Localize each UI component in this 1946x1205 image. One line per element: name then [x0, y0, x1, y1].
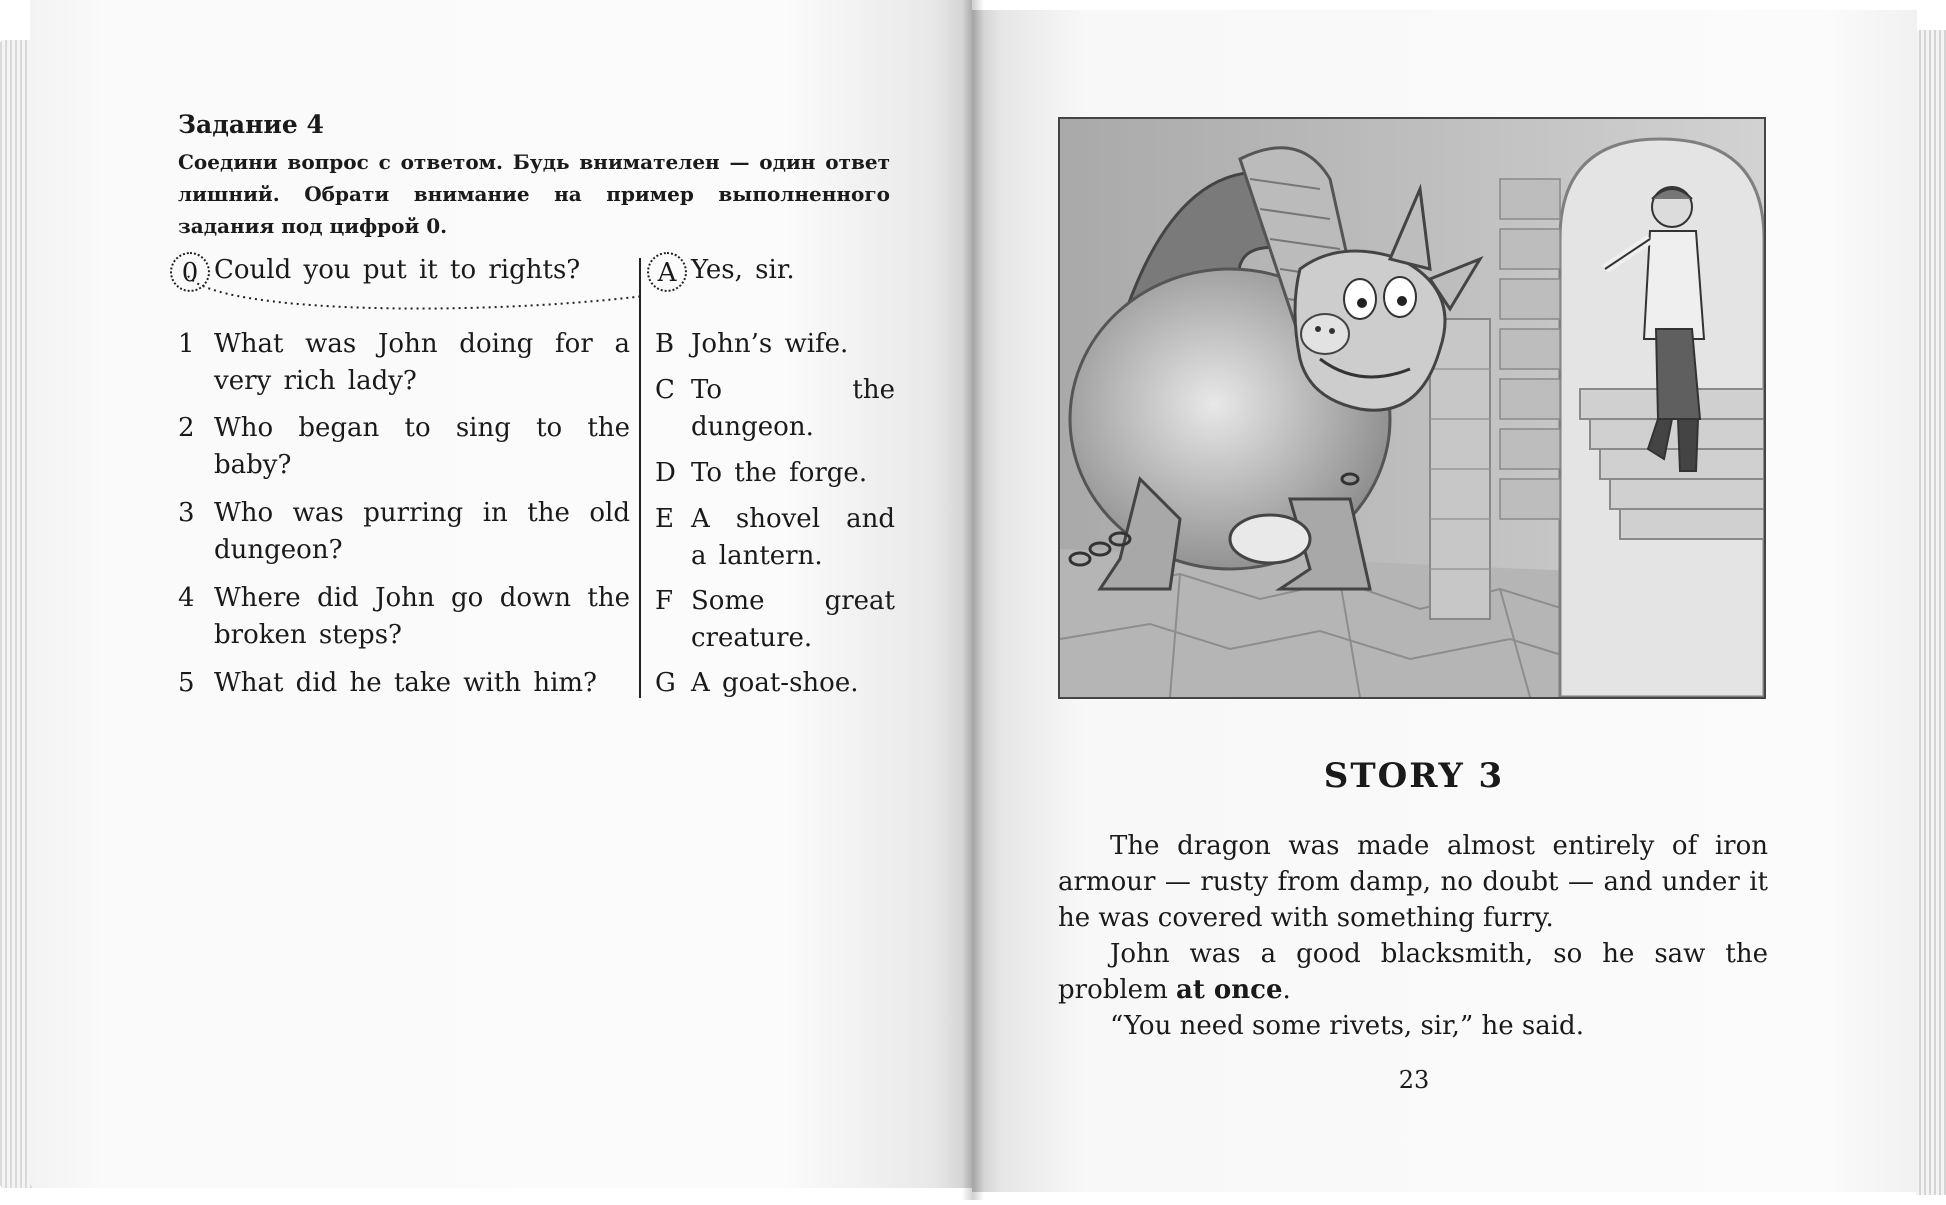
answer-letter-b: B	[655, 329, 675, 359]
question-text-0: Could you put it to rights?	[214, 255, 581, 285]
question-text-5: What did he take with him?	[214, 668, 597, 698]
story-paragraph-1	[1058, 828, 1768, 936]
answer-text-f: Some great creature.	[691, 586, 895, 653]
question-item-1	[178, 326, 630, 400]
answer-item-a	[655, 252, 895, 292]
story-bold-phrase: at once	[1176, 975, 1283, 1005]
question-number-4: 4	[178, 583, 195, 613]
story-body	[1058, 828, 1768, 1044]
answer-text-e: A shovel and a lantern.	[691, 504, 895, 571]
answer-letter-f: F	[655, 586, 674, 616]
answer-text-b: John’s wife.	[691, 329, 849, 359]
dragon-illustration-icon	[1058, 117, 1766, 699]
question-number-1: 1	[178, 329, 195, 359]
answer-text-d: To the forge.	[691, 458, 868, 488]
answer-item-f	[655, 583, 895, 657]
task-title: Задание 4	[178, 110, 324, 139]
story-title: STORY 3	[1323, 756, 1505, 796]
question-item-5	[178, 665, 630, 702]
answer-item-g	[655, 665, 895, 702]
column-divider	[639, 258, 641, 698]
page-edges-right	[1916, 30, 1946, 1195]
answer-letter-c: C	[655, 375, 675, 405]
question-number-2: 2	[178, 413, 195, 443]
answer-letter-e: E	[655, 504, 674, 534]
task-instructions: Соедини вопрос с ответом. Будь внимателен — один ответ лишний. Обрати внимание на пример выполненного задания под цифрой 0.	[178, 150, 890, 238]
question-text-1: What was John doing for a very rich lady?	[214, 329, 630, 396]
question-number-5: 5	[178, 668, 195, 698]
question-item-3	[178, 495, 630, 569]
question-item-4	[178, 580, 630, 654]
answer-item-e	[655, 501, 895, 575]
answer-letter-a: A	[647, 252, 687, 292]
answer-text-a: Yes, sir.	[691, 255, 795, 285]
story-paragraph-1-text: The dragon was made almost entirely of iron armour — rusty from damp, no doubt — and under it he was covered with something furry.	[1058, 831, 1768, 933]
story-paragraph-2	[1058, 936, 1768, 1008]
book-gutter	[962, 0, 984, 1200]
answer-text-g: A goat-shoe.	[691, 668, 859, 698]
question-number-0: 0	[170, 252, 210, 292]
answer-item-d	[655, 455, 895, 492]
question-item-0	[178, 252, 630, 292]
story-paragraph-2-text: John was a good blacksmith, so he saw the problem	[1058, 939, 1768, 1005]
story-paragraph-2-end: .	[1282, 975, 1291, 1005]
story-paragraph-3-text: “You need some rivets, sir,” he said.	[1110, 1011, 1584, 1041]
story-paragraph-3	[1058, 1008, 1768, 1044]
answer-item-c	[655, 372, 895, 446]
answer-item-b	[655, 326, 895, 363]
question-text-3: Who was purring in the old dungeon?	[214, 498, 630, 565]
answer-text-c: To the dungeon.	[691, 375, 895, 442]
answer-letter-d: D	[655, 458, 676, 488]
answer-letter-g: G	[655, 668, 676, 698]
question-text-4: Where did John go down the broken steps?	[214, 583, 630, 650]
page-number: 23	[1398, 1066, 1430, 1094]
question-number-3: 3	[178, 498, 195, 528]
question-item-2	[178, 410, 630, 484]
question-text-2: Who began to sing to the baby?	[214, 413, 630, 480]
